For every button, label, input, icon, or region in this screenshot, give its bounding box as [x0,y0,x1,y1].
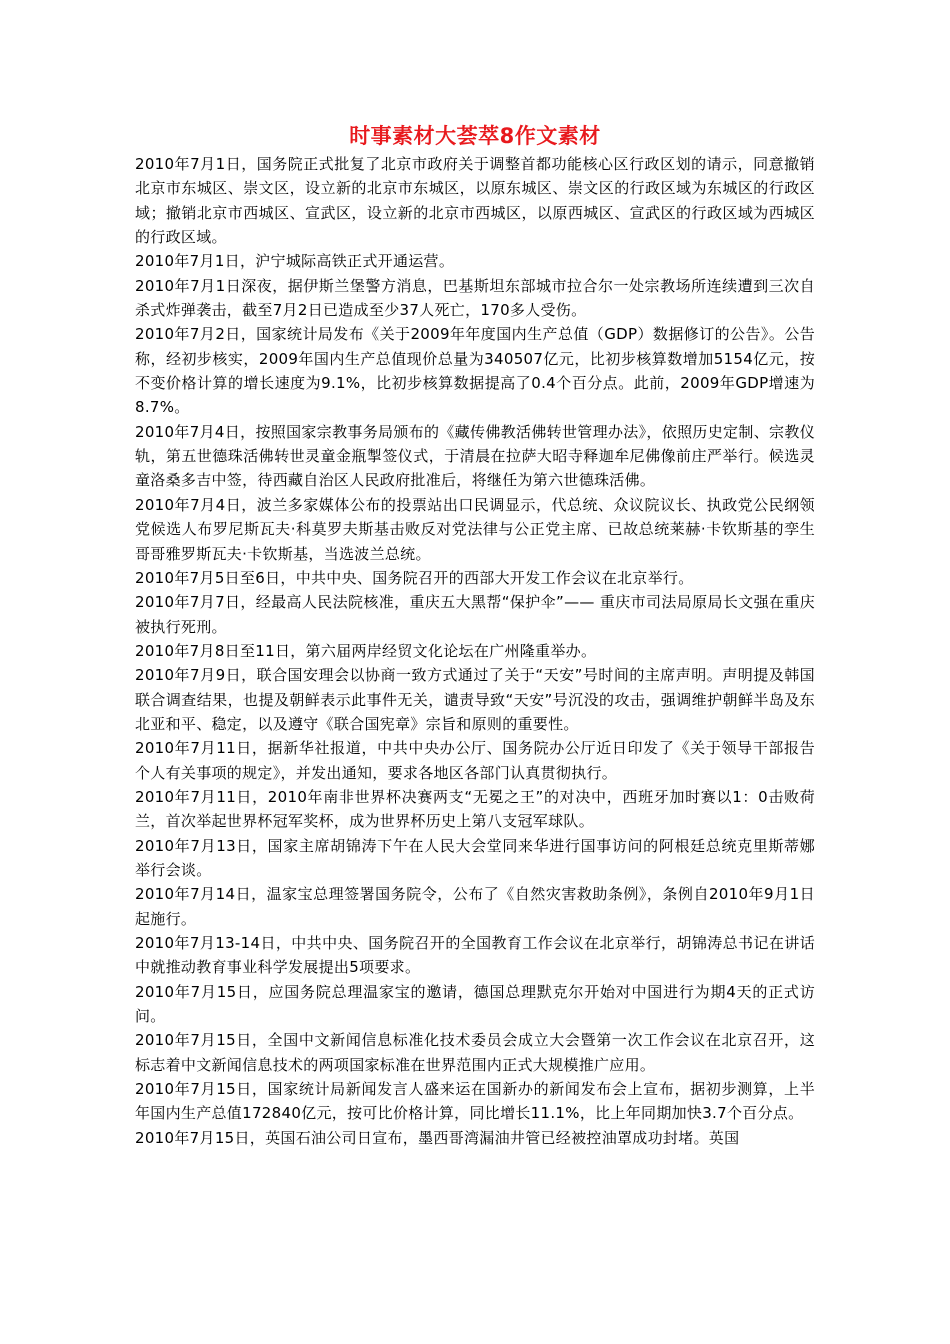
paragraph: 2010年7月11日，据新华社报道，中共中央办公厅、国务院办公厅近日印发了《关于领导干部报告个人有关事项的规定》，并发出通知，要求各地区各部门认真贯彻执行。 [135,739,815,782]
paragraph: 2010年7月8日至11日，第六届两岸经贸文化论坛在广州隆重举办。 [135,641,597,660]
paragraph: 2010年7月9日，联合国安理会以协商一致方式通过了关于“天安”号时间的主席声明。声明提及韩国联合调查结果，也提及朝鲜表示此事件无关，谴责导致“天安”号沉没的攻击，强调维护朝鲜半岛及东北亚和平、稳定，以及遵守《联合国宪章》宗旨和原则的重要性。 [135,666,815,733]
paragraph: 2010年7月7日，经最高人民法院核准，重庆五大黑帮“保护伞”—— 重庆市司法局原局长文强在重庆被执行死刑。 [135,593,815,636]
paragraph: 2010年7月14日，温家宝总理签署国务院令，公布了《自然灾害救助条例》，条例自2010年9月1日起施行。 [135,885,815,928]
paragraph: 2010年7月15日，全国中文新闻信息标准化技术委员会成立大会暨第一次工作会议在北京召开，这标志着中文新闻信息技术的两项国家标准在世界范围内正式大规模推广应用。 [135,1031,815,1074]
paragraph: 2010年7月11日，2010年南非世界杯决赛两支“无冕之王”的对决中，西班牙加时赛以1：0击败荷兰，首次举起世界杯冠军奖杯，成为世界杯历史上第八支冠军球队。 [135,787,815,831]
paragraph: 2010年7月13-14日，中共中央、国务院召开的全国教育工作会议在北京举行，胡锦涛总书记在讲话中就推动教育事业科学发展提出5项要求。 [135,934,815,977]
paragraph: 2010年7月1日深夜，据伊斯兰堡警方消息，巴基斯坦东部城市拉合尔一处宗教场所连续遭到三次自杀式炸弹袭击，截至7月2日已造成至少37人死亡，170多人受伤。 [135,276,815,320]
document-title: 时事素材大荟萃8作文素材 [349,124,601,148]
paragraph: 2010年7月5日至6日，中共中央、国务院召开的西部大开发工作会议在北京举行。 [135,568,694,587]
paragraph: 2010年7月13日，国家主席胡锦涛下午在人民大会堂同来华进行国事访问的阿根廷总统克里斯蒂娜举行会谈。 [135,836,815,879]
paragraph: 2010年7月2日，国家统计局发布《关于2009年年度国内生产总值（GDP）数据修订的公告》。公告称，经初步核实，2009年国内生产总值现价总量为340507亿元，比初步核算数增加5154亿元，按不变价格计算的增长速度为9.1%，比初步核算数据提高了0.4个百分点。此前，2009年GDP增速为8.7%。 [135,325,815,417]
paragraph: 2010年7月15日，国家统计局新闻发言人盛来运在国新办的新闻发布会上宣布，据初步测算，上半年国内生产总值172840亿元，按可比价格计算，同比增长11.1%，比上年同期加快3.7个百分点。 [135,1080,815,1123]
paragraph: 2010年7月4日，按照国家宗教事务局颁布的《藏传佛教活佛转世管理办法》，依照历史定制、宗教仪轨，第五世德珠活佛转世灵童金瓶掣签仪式，于清晨在拉萨大昭寺释迦牟尼佛像前庄严举行。候选灵童洛桑多吉中签，待西藏自治区人民政府批准后，将继任为第六世德珠活佛。 [135,422,815,490]
paragraph: 2010年7月15日，应国务院总理温家宝的邀请，德国总理默克尔开始对中国进行为期4天的正式访问。 [135,982,815,1026]
document-body [135,152,815,1150]
paragraph: 2010年7月15日，英国石油公司日宣布，墨西哥湾漏油井管已经被控油罩成功封堵。英国 [135,1128,740,1147]
paragraph: 2010年7月4日，波兰多家媒体公布的投票站出口民调显示，代总统、众议院议长、执政党公民纲领党候选人布罗尼斯瓦夫·科莫罗夫斯基击败反对党法律与公正党主席、已故总统莱赫·卡钦斯基的孪生哥哥雅罗斯瓦夫·卡钦斯基，当选波兰总统。 [135,495,815,563]
paragraph: 2010年7月1日，国务院正式批复了北京市政府关于调整首都功能核心区行政区划的请示，同意撤销北京市东城区、崇文区，设立新的北京市东城区，以原东城区、崇文区的行政区域为东城区的行政区域；撤销北京市西城区、宣武区，设立新的北京市西城区，以原西城区、宣武区的行政区域为西城区的行政区域。 [135,155,815,247]
paragraph: 2010年7月1日，沪宁城际高铁正式开通运营。 [135,252,455,271]
